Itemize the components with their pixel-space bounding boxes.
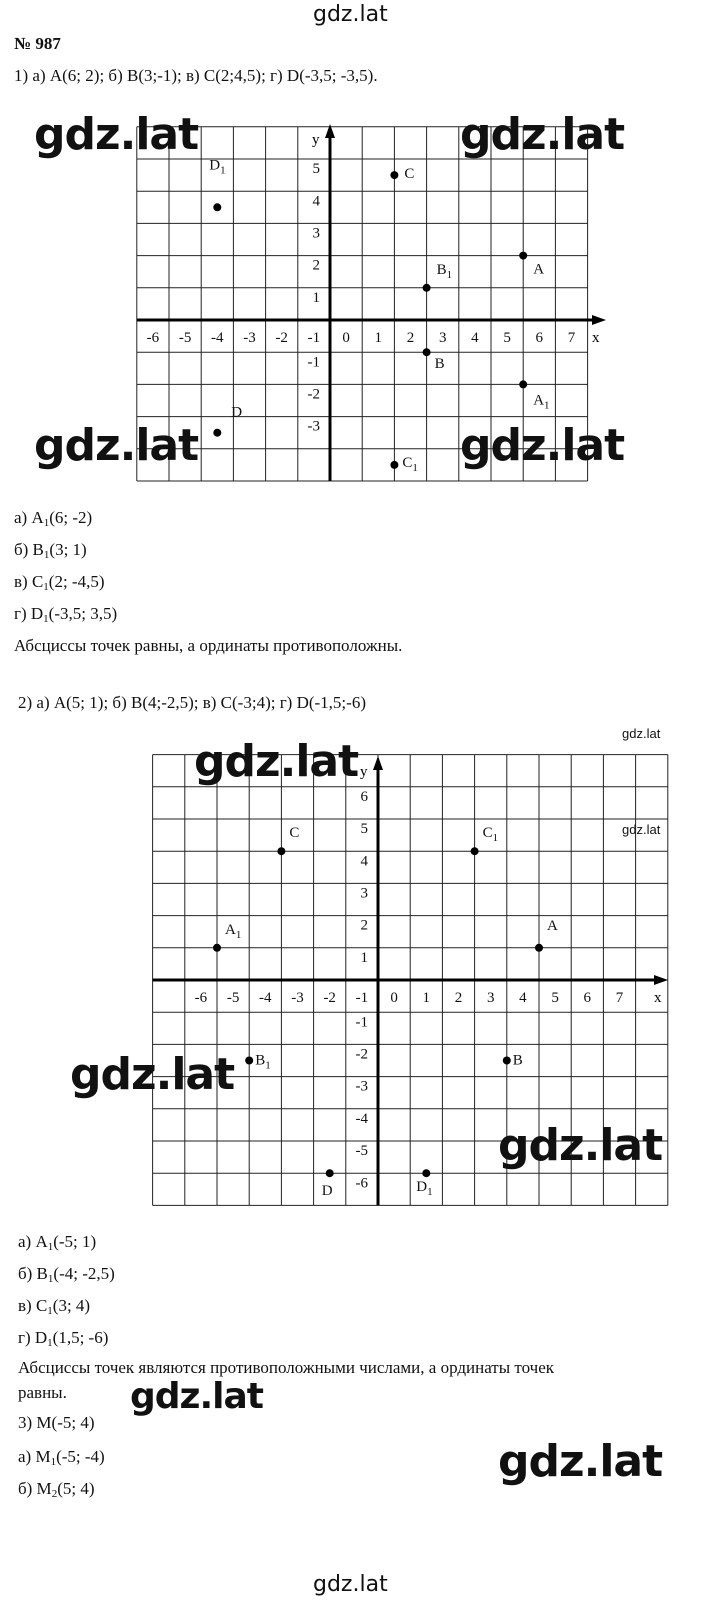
chart2-x-tick: -1 [355, 990, 369, 1006]
chart1-x-tick: 4 [471, 330, 479, 346]
chart2-x-tick: 0 [390, 990, 398, 1006]
chart1-y-tick: 5 [312, 161, 320, 178]
chart2-y-tick: -6 [355, 1175, 368, 1192]
chart2-point-c1 [471, 847, 479, 855]
chart1-point-d [213, 429, 221, 437]
watermark-small-1: gdz.lat [622, 726, 661, 741]
chart1-point-label: $C_1$ [402, 454, 418, 474]
chart1-x-arrow [592, 315, 606, 325]
chart1-y-arrow [325, 124, 335, 138]
chart1-x-tick: -2 [275, 330, 288, 346]
chart1-x-tick: 5 [503, 330, 511, 346]
chart2-x-tick: 5 [551, 990, 559, 1006]
chart2-point-label: $D_1$ [416, 1179, 433, 1199]
chart1-point-a1 [519, 380, 527, 388]
chart1-y-tick: -1 [307, 354, 320, 371]
part3-answer-a: а) $M_1(-5$; -4) [18, 1447, 105, 1468]
watermark-chart1-bl: gdz.lat [34, 420, 199, 471]
chart2-x-tick: -6 [194, 990, 208, 1006]
part2-answer-d: г) $D_1(1,5$; -6) [18, 1328, 109, 1349]
chart2-y-tick: -1 [355, 1014, 368, 1031]
chart2-x-tick: -4 [259, 990, 272, 1006]
chart2-x-arrow [654, 975, 668, 985]
part2-answer-b: б) $B_1(-4$; -2,5) [18, 1264, 115, 1285]
chart2-y-tick: -4 [355, 1110, 368, 1127]
part1-answer-b: б) $B_1(3$; 1) [14, 540, 87, 561]
watermark-chart1-tl: gdz.lat [34, 109, 199, 160]
chart1-x-tick: -4 [211, 330, 224, 346]
part2-conclusion-line2: равны. [18, 1383, 67, 1402]
chart2-x-tick: 2 [454, 990, 463, 1006]
chart1-x-tick: -6 [146, 330, 160, 346]
chart-1-ticks [147, 161, 576, 435]
chart2-point-a [535, 944, 543, 952]
chart1-point-b [423, 348, 431, 356]
watermark-chart2-right: gdz.lat [498, 1120, 663, 1171]
chart2-x-tick: -5 [226, 990, 240, 1006]
chart2-point-label: C [289, 825, 300, 842]
chart1-x-tick: 6 [535, 330, 544, 346]
chart2-y-tick: 3 [360, 885, 368, 902]
chart1-y-tick: 1 [312, 289, 320, 306]
chart1-x-tick: 3 [438, 330, 447, 346]
chart1-y-tick: 3 [312, 225, 320, 242]
problem-number: № 987 [14, 34, 61, 53]
part2-conclusion-line1: Абсциссы точек являются противоположными числами, а ординаты точек [18, 1358, 555, 1377]
watermark-chart2-left: gdz.lat [70, 1049, 235, 1100]
chart2-y-tick: 2 [360, 917, 368, 934]
chart2-x-tick: 7 [615, 990, 624, 1006]
chart1-x-tick: -5 [178, 330, 192, 346]
chart2-y-arrow [373, 756, 383, 770]
chart2-x-tick: 6 [583, 990, 592, 1006]
chart1-point-b1 [423, 284, 431, 292]
part1-answer-d: г) $D_1(-3,5$; 3,5) [14, 604, 118, 625]
chart2-y-tick: -2 [355, 1046, 368, 1063]
part1-statement: 1) а) A(6; 2); б) B(3;-1); в) C(2;4,5); г) D(-3,5; -3,5). [14, 66, 378, 85]
chart2-y-tick: 1 [360, 949, 368, 966]
chart1-x-tick: -1 [307, 330, 321, 346]
chart2-x-label: x [654, 990, 662, 1006]
chart2-x-tick: 4 [519, 990, 527, 1006]
chart2-y-tick: -3 [355, 1078, 368, 1095]
chart2-point-b1 [245, 1057, 253, 1065]
chart2-point-label: $A_1$ [225, 921, 242, 941]
chart2-y-tick: 6 [360, 788, 368, 805]
part2-answer-c: в) $C_1(3$; 4) [18, 1296, 91, 1317]
chart1-point-a [519, 252, 527, 260]
chart1-x-tick: 7 [567, 330, 576, 346]
watermark-bottom-right: gdz.lat [498, 1436, 663, 1487]
part1-conclusion: Абсциссы точек равны, а ординаты противоположны. [14, 636, 403, 655]
chart1-point-label: A [533, 261, 545, 278]
chart1-point-label: D [231, 404, 243, 421]
chart1-point-label: $D_1$ [209, 157, 226, 177]
chart1-y-label: y [312, 132, 320, 148]
chart2-point-label: $C_1$ [482, 825, 499, 845]
chart1-point-label: C [404, 166, 415, 183]
chart1-point-label: $A_1$ [533, 392, 550, 412]
part2-statement: 2) а) A(5; 1); б) B(4;-2,5); в) C(-3;4); г) D(-1,5;-6) [18, 693, 366, 712]
chart1-y-tick: -3 [307, 418, 320, 435]
part3-statement: 3) M(-5; 4) [18, 1413, 95, 1432]
chart1-y-tick: 4 [312, 193, 320, 210]
chart1-y-tick: -2 [307, 386, 320, 403]
chart1-point-label: $B_1$ [436, 261, 453, 281]
chart2-point-c [277, 847, 285, 855]
chart2-y-tick: 5 [360, 821, 368, 838]
chart2-y-label: y [360, 764, 368, 780]
part3-answer-b: б) $M_2(5$; 4) [18, 1479, 95, 1500]
chart2-point-a1 [213, 944, 221, 952]
chart1-x-tick: -3 [243, 330, 256, 346]
part1-answer-a: а) $A_1(6$; -2) [14, 508, 93, 529]
part2-answer-a: а) $A_1(-5$; 1) [18, 1232, 97, 1253]
chart2-point-d [326, 1169, 334, 1177]
chart1-point-label: B [434, 356, 445, 373]
chart1-x-tick: 1 [374, 330, 383, 346]
chart1-x-tick: 0 [342, 330, 350, 346]
chart1-x-tick: 2 [406, 330, 415, 346]
watermark-chart2-top: gdz.lat [194, 736, 359, 787]
watermark-top: gdz.lat [313, 2, 388, 27]
chart2-y-tick: -5 [355, 1143, 368, 1160]
chart2-point-label: A [547, 917, 558, 934]
chart2-x-tick: -3 [291, 990, 304, 1006]
chart2-x-tick: 1 [422, 990, 431, 1006]
chart1-x-label: x [592, 330, 600, 346]
chart1-y-tick: 2 [312, 257, 320, 274]
chart2-point-label: $B_1$ [255, 1052, 271, 1072]
chart1-point-d1 [213, 203, 221, 211]
chart2-y-tick: 4 [360, 853, 368, 870]
watermark-small-2: gdz.lat [622, 822, 661, 837]
chart2-x-tick: -2 [323, 990, 336, 1006]
chart2-point-label: D [321, 1183, 333, 1200]
chart1-point-c [390, 171, 398, 179]
watermark-chart1-tr: gdz.lat [460, 109, 625, 160]
watermark-bottom: gdz.lat [313, 1572, 388, 1597]
chart2-point-d1 [422, 1169, 430, 1177]
chart2-point-label: B [512, 1052, 523, 1069]
watermark-chart1-br: gdz.lat [460, 420, 625, 471]
chart1-point-c1 [390, 461, 398, 469]
chart2-point-b [503, 1057, 511, 1065]
watermark-bottom-left: gdz.lat [130, 1376, 264, 1417]
part1-answer-c: в) $C_1(2$; -4,5) [14, 572, 105, 593]
chart2-x-tick: 3 [486, 990, 495, 1006]
